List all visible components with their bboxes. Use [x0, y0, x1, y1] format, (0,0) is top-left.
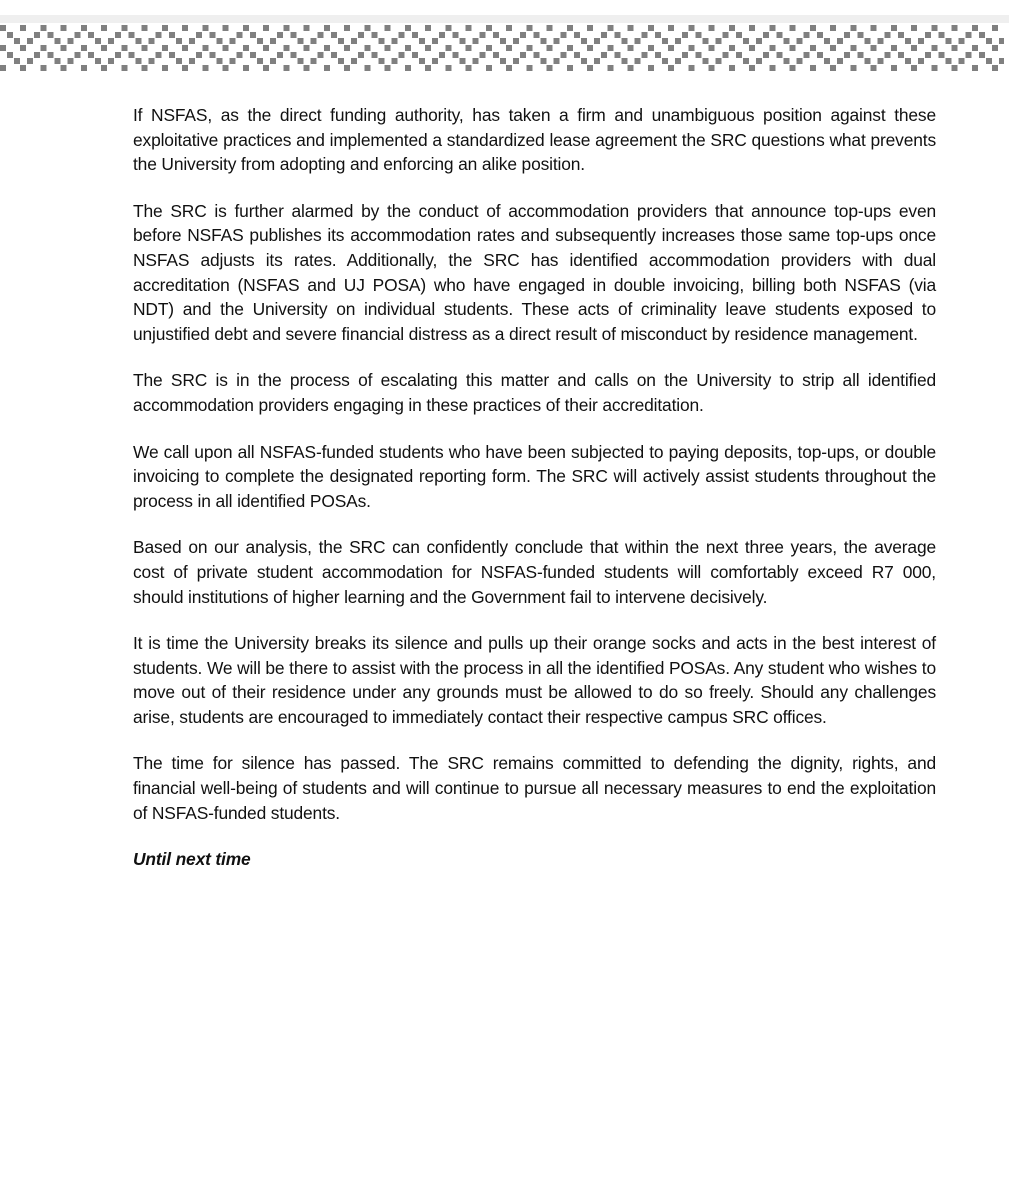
paragraph-provider-conduct: The SRC is further alarmed by the conduct of accommodation providers that announce top-ups even before NSFAS publishes its accommodation rates and subsequently increases those same top-ups once NSFAS adjusts its rates. Additionally, the SRC has identified accommodation providers with dual accreditation (NSFAS and UJ POSA) who have engaged in double invoicing, billing both NSFAS (via NDT) and the University on individual students. These acts of criminality leave students exposed to unjustified debt and severe financial distress as a direct result of misconduct by residence management. — [133, 200, 936, 344]
paragraph-call-to-report: We call upon all NSFAS-funded students who have been subjected to paying deposits, top-ups, or double invoicing to complete the designated reporting form. The SRC will actively assist students throughout the process in all identified POSAs. — [133, 441, 936, 511]
paragraph-nsfas-position: If NSFAS, as the direct funding authority, has taken a firm and unambiguous position against these exploitative practices and implemented a standardized lease agreement the SRC questions what prevents the University from adopting and enforcing an alike position. — [133, 105, 936, 175]
document-body — [133, 103, 936, 894]
signoff: Until next time — [133, 849, 251, 870]
paragraph-commitment: The time for silence has passed. The SRC remains committed to defending the dignity, rights, and financial well-being of students and will continue to pursue all necessary measures to end the exploitation of NSFAS-funded students. — [133, 753, 936, 823]
paragraph-escalation: The SRC is in the process of escalating this matter and calls on the University to strip all identified accommodation providers engaging in these practices of their accreditation. — [133, 370, 936, 415]
paragraph-university-action: It is time the University breaks its silence and pulls up their orange socks and acts in the best interest of students. We will be there to assist with the process in all the identified POSAs. Any student who wishes to move out of their residence under any grounds must be allowed to do so freely. Should any challenges arise, students are encouraged to immediately contact their respective campus SRC offices. — [133, 633, 936, 727]
paragraph-cost-analysis: Based on our analysis, the SRC can confidently conclude that within the next three years, the average cost of private student accommodation for NSFAS-funded students will comfortably exceed R7 000, should institutions of higher learning and the Government fail to intervene decisively. — [133, 537, 936, 607]
header-zigzag-pattern — [0, 22, 1004, 74]
